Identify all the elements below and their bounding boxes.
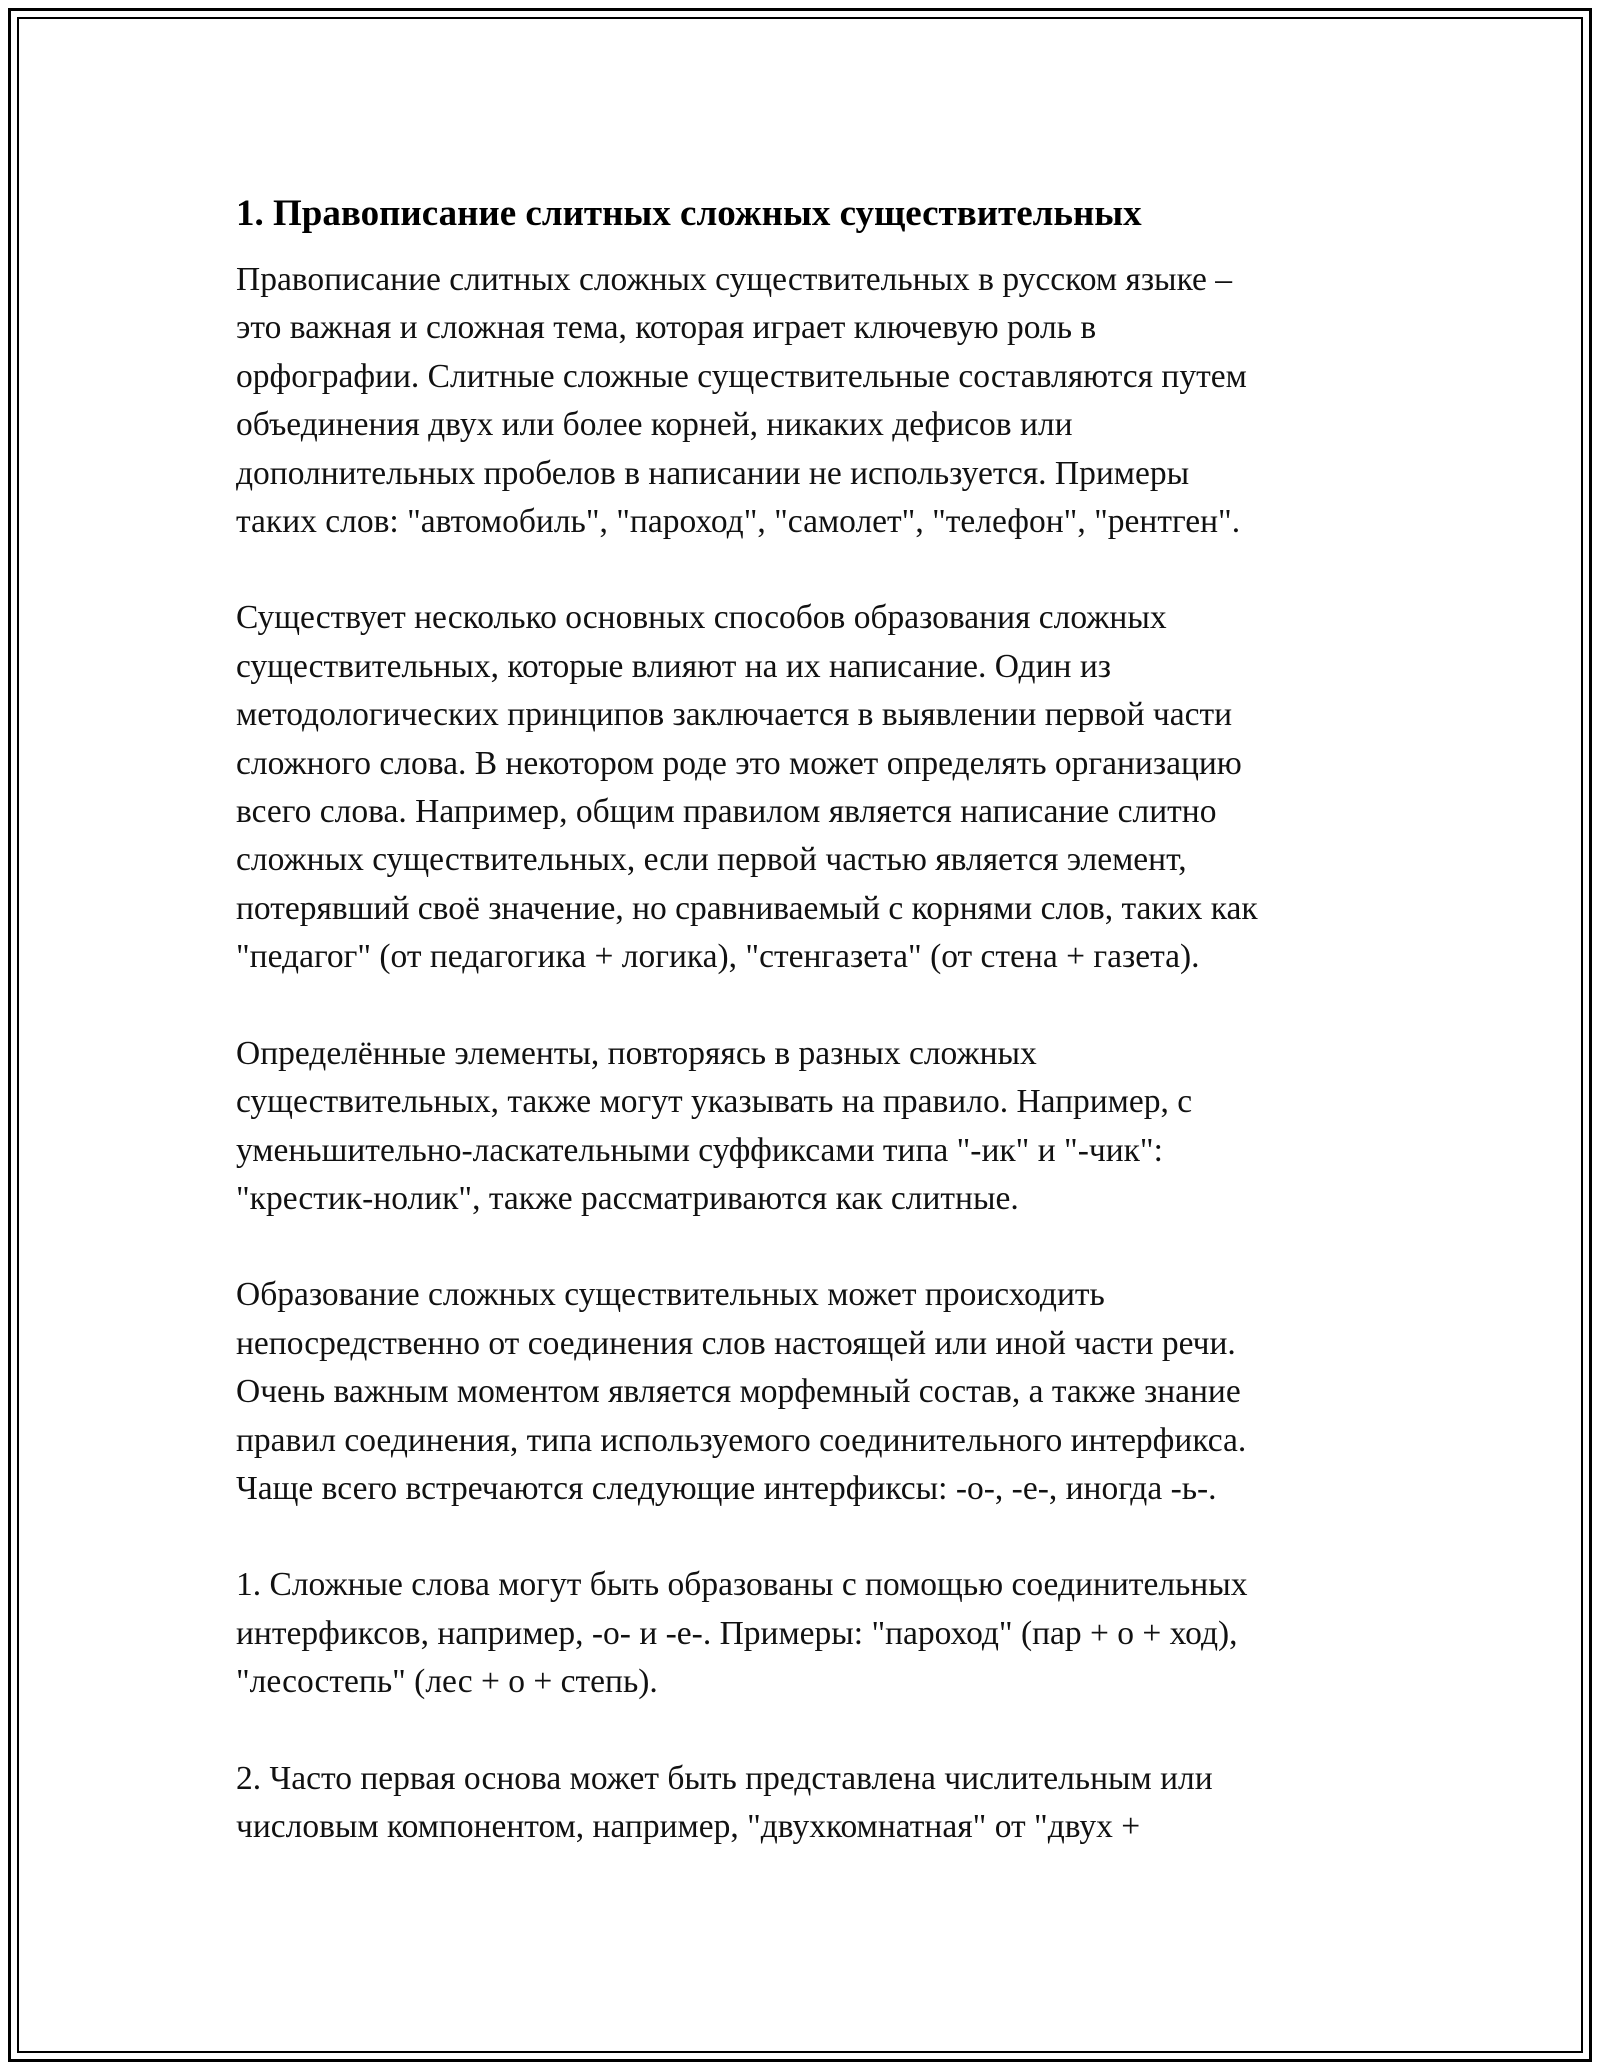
paragraph [236,1755,1376,1852]
text-line: "крестик-нолик", также рассматриваются как слитные. [236,1179,1019,1217]
text-line: методологических принципов заключается в выявлении первой части [236,696,1233,734]
paragraph [236,1271,1376,1513]
text-line: сложных существительных, если первой частью является элемент, [236,841,1187,879]
text-line: интерфиксов, например, -о- и -е-. Примеры: "пароход" (пар + о + ход), [236,1614,1238,1652]
text-line: это важная и сложная тема, которая играет ключевую роль в [236,309,1097,347]
text-line: "педагог" (от педагогика + логика), "стенгазета" (от стена + газета). [236,938,1200,976]
document-body [236,190,1376,1899]
text-line: уменьшительно-ласкательными суффиксами типа "-ик" и "-чик": [236,1131,1163,1169]
text-line: Определённые элементы, повторяясь в разных сложных [236,1034,1037,1072]
text-line: числовым компонентом, например, "двухкомнатная" от "двух + [236,1807,1141,1845]
text-line: Чаще всего встречаются следующие интерфиксы: -о-, -е-, иногда -ь-. [236,1469,1217,1507]
text-line: Очень важным моментом является морфемный состав, а также знание [236,1373,1241,1411]
text-line: Существует несколько основных способов образования сложных [236,599,1167,637]
text-line: правил соединения, типа используемого соединительного интерфикса. [236,1421,1247,1459]
section-title: 1. Правописание слитных сложных существительных [236,193,1142,234]
text-line: объединения двух или более корней, никаких дефисов или [236,406,1073,444]
text-line: сложного слова. В некотором роде это может определять организацию [236,744,1242,782]
paragraph [236,256,1376,546]
text-line: потерявший своё значение, но сравниваемый с корнями слов, таких как [236,889,1258,927]
paragraph [236,1561,1376,1706]
paragraphs-container [236,256,1376,1851]
text-line: Образование сложных существительных может происходить [236,1276,1105,1314]
text-line: "лесостепь" (лес + о + степь). [236,1663,658,1701]
text-line: орфографии. Слитные сложные существительные составляются путем [236,357,1247,395]
text-line: 1. Сложные слова могут быть образованы с помощью соединительных [236,1566,1248,1604]
text-line: дополнительных пробелов в написании не используется. Примеры [236,454,1190,492]
text-line: Правописание слитных сложных существительных в русском языке – [236,261,1233,298]
text-line: существительных, которые влияют на их написание. Один из [236,647,1111,685]
text-line: таких слов: "автомобиль", "пароход", "самолет", "телефон", "рентген". [236,503,1241,541]
paragraph [236,594,1376,981]
paragraph [236,1030,1376,1224]
text-line: 2. Часто первая основа может быть представлена числительным или [236,1759,1213,1797]
text-line: непосредственно от соединения слов настоящей или иной части речи. [236,1324,1236,1362]
text-line: существительных, также могут указывать на правило. Например, с [236,1083,1193,1121]
text-line: всего слова. Например, общим правилом является написание слитно [236,793,1217,831]
